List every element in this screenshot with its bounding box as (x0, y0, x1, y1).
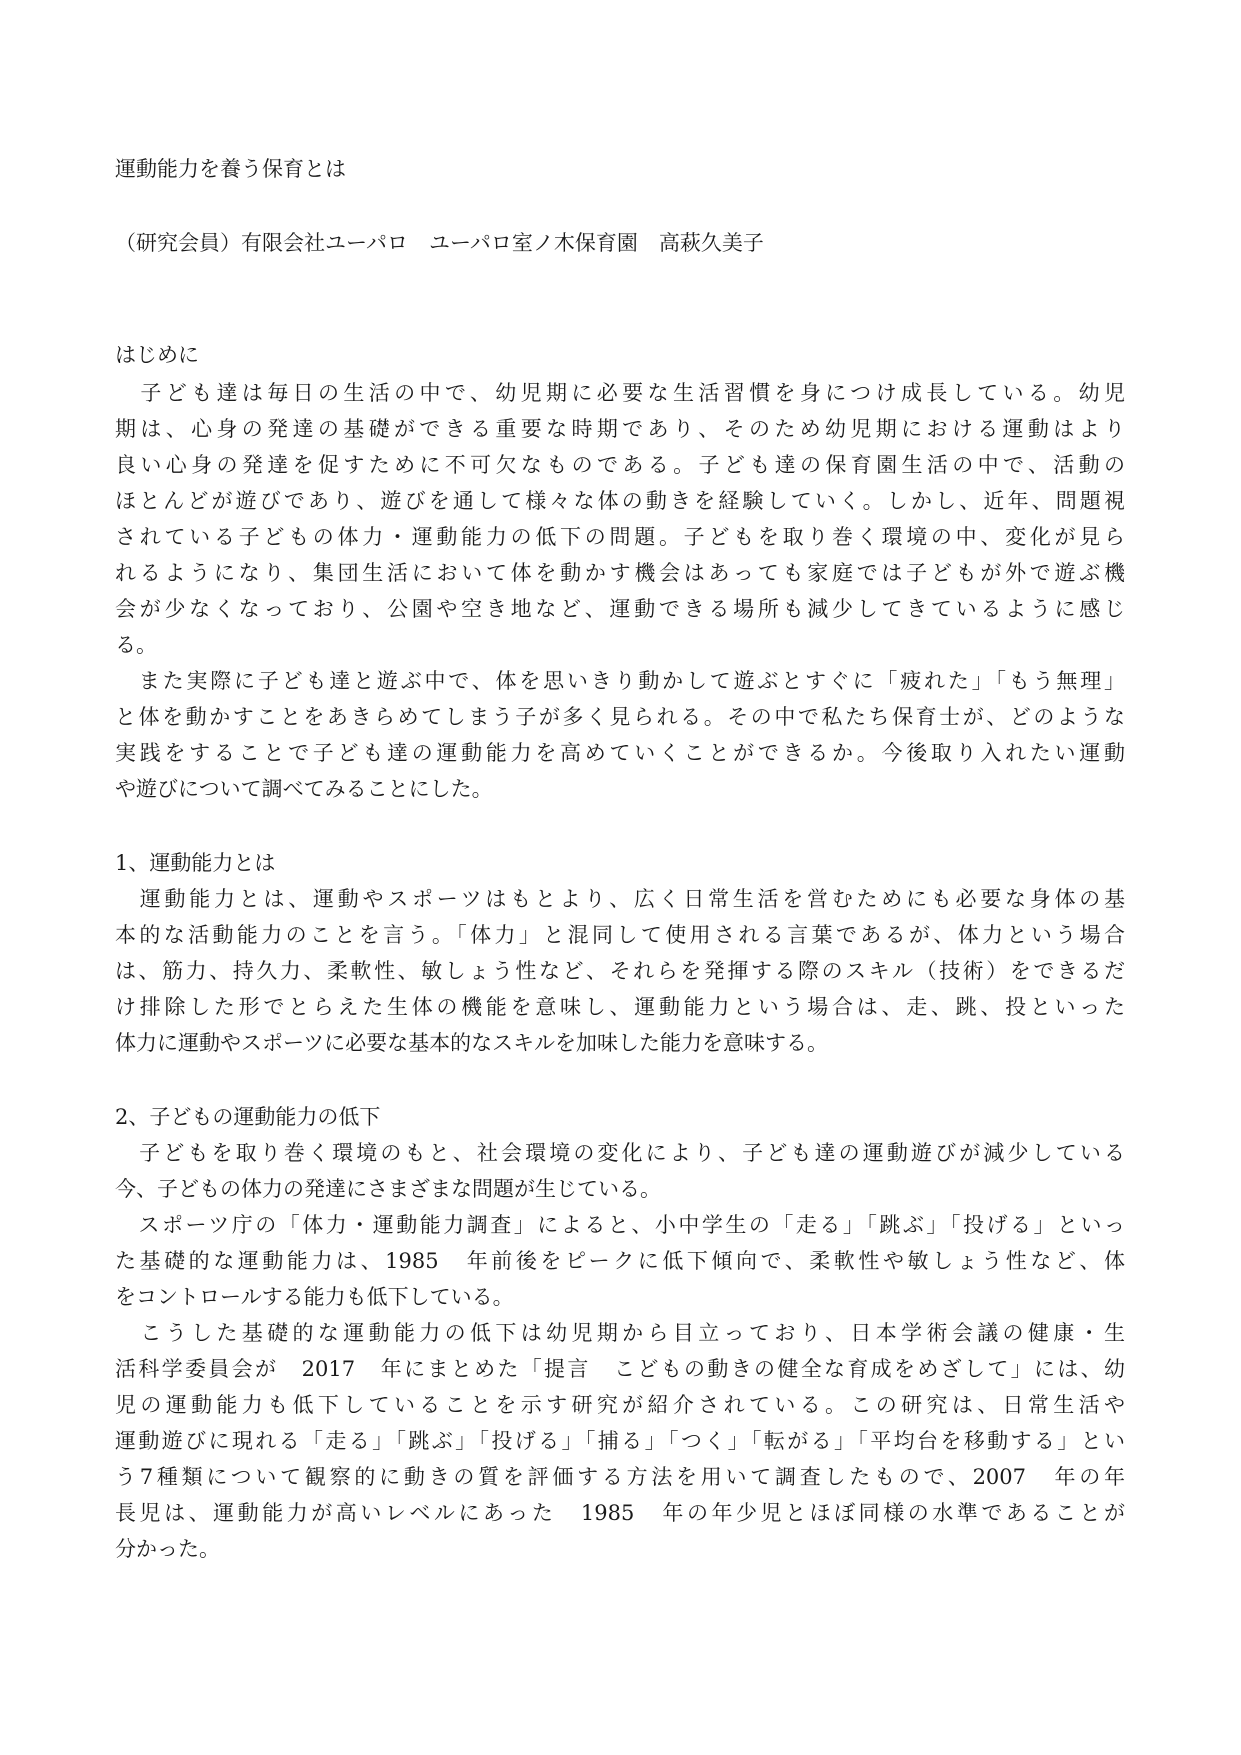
paragraph-line: 子どもを取り巻く環境のもと、社会環境の変化により、子ども達の運動遊びが減少している (115, 1141, 1125, 1165)
paragraph-line: た基礎的な運動能力は、1985 年前後をピークに低下傾向で、柔軟性や敏しょう性など、体 (115, 1249, 1125, 1273)
paragraph-line: されている子どもの体力・運動能力の低下の問題。子どもを取り巻く環境の中、変化が見ら (115, 525, 1125, 549)
paragraph-line: 分かった。 (115, 1537, 220, 1561)
paragraph-line: や遊びについて調べてみることにした。 (115, 777, 493, 801)
paragraph-line: と体を動かすことをあきらめてしまう子が多く見られる。その中で私たち保育士が、どのような (115, 705, 1125, 729)
paragraph-line: 児の運動能力も低下していることを示す研究が紹介されている。この研究は、日常生活や (115, 1393, 1125, 1417)
paragraph-line: 活科学委員会が 2017 年にまとめた「提言 こどもの動きの健全な育成をめざして」には、幼 (115, 1357, 1125, 1381)
paragraph-line: は、筋力、持久力、柔軟性、敏しょう性など、それらを発揮する際のスキル（技術）をできるだ (115, 959, 1125, 983)
paragraph-line: 運動能力とは、運動やスポーツはもとより、広く日常生活を営むためにも必要な身体の基 (115, 887, 1125, 911)
paragraph-line: 子ども達は毎日の生活の中で、幼児期に必要な生活習慣を身につけ成長している。幼児 (115, 381, 1125, 405)
paragraph-line: こうした基礎的な運動能力の低下は幼児期から目立っており、日本学術会議の健康・生 (115, 1321, 1125, 1345)
paragraph-line: 会が少なくなっており、公園や空き地など、運動できる場所も減少してきているように感じ (115, 597, 1125, 621)
author-line: （研究会員）有限会社ユーパロ ユーパロ室ノ木保育園 高萩久美子 (115, 231, 764, 255)
paragraph-line: け排除した形でとらえた生体の機能を意味し、運動能力という場合は、走、跳、投といった (115, 995, 1125, 1019)
section-heading-decline: 2、子どもの運動能力の低下 (115, 1105, 381, 1129)
paragraph-line: る。 (115, 633, 157, 657)
document-title: 運動能力を養う保育とは (115, 157, 346, 181)
paragraph-line: 体力に運動やスポーツに必要な基本的なスキルを加味した能力を意味する。 (115, 1031, 828, 1055)
paragraph-line: ほとんどが遊びであり、遊びを通して様々な体の動きを経験していく。しかし、近年、問題視 (115, 489, 1125, 513)
section-heading-motor-ability: 1、運動能力とは (115, 851, 276, 875)
paragraph-line: れるようになり、集団生活において体を動かす機会はあっても家庭では子どもが外で遊ぶ機 (115, 561, 1125, 585)
paragraph-line: 今、子どもの体力の発達にさまざまな問題が生じている。 (115, 1177, 661, 1201)
paragraph-line: 良い心身の発達を促すために不可欠なものである。子ども達の保育園生活の中で、活動の (115, 453, 1125, 477)
paragraph-line: 実践をすることで子ども達の運動能力を高めていくことができるか。今後取り入れたい運動 (115, 741, 1125, 765)
paragraph-line: 長児は、運動能力が高いレベルにあった 1985 年の年少児とほぼ同様の水準であることが (115, 1501, 1125, 1525)
section-heading-introduction: はじめに (115, 343, 199, 367)
paragraph-line: 運動遊びに現れる「走る」「跳ぶ」「投げる」「捕る」「つく」「転がる」「平均台を移動する」とい (115, 1429, 1125, 1453)
paragraph-line: 期は、心身の発達の基礎ができる重要な時期であり、そのため幼児期における運動はより (115, 417, 1125, 441)
paragraph-line: スポーツ庁の「体力・運動能力調査」によると、小中学生の「走る」「跳ぶ」「投げる」といっ (115, 1213, 1125, 1237)
paragraph-line: また実際に子ども達と遊ぶ中で、体を思いきり動かして遊ぶとすぐに「疲れた」「もう無理」 (115, 669, 1125, 693)
paragraph-line: う7種類について観察的に動きの質を評価する方法を用いて調査したもので、2007 年の年 (115, 1465, 1125, 1489)
paragraph-line: をコントロールする能力も低下している。 (115, 1285, 514, 1309)
paragraph-line: 本的な活動能力のことを言う。「体力」と混同して使用される言葉であるが、体力という場合 (115, 923, 1125, 947)
